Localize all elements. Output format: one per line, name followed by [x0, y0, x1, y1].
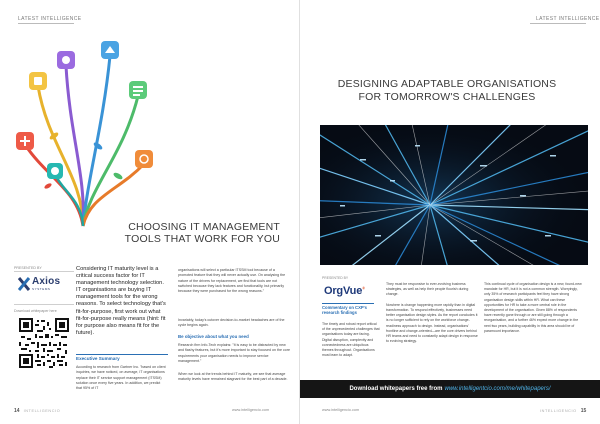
right-footer — [540, 408, 586, 414]
right-col2-body: They must be responsive to ever-evolving business strategies, as well as help their people flourish during change. Nowhere is change happening more rapidly than in digital transformation. To respond effectively, businesses need better organisation design styles. As the report concludes it is no longer sufficient to rely on the workforce change-readiness approach to design. Instead, organisations' frontline and change-oriented—are the core drivers behind HR teams and need to constantly adapt design in response to evolving strategy. — [386, 282, 478, 344]
qr-code-icon[interactable] — [19, 318, 69, 368]
right-footer-brand: INTELLIGENCIO — [540, 409, 577, 413]
left-col2-para4: When we look at the trends behind IT maturity, we see that average maturity levels have remained stagnant for the best part of a decade. — [178, 372, 288, 382]
banner-lead-text: Download whitepapers free from — [349, 386, 443, 392]
axios-name: Axios — [32, 276, 61, 287]
orgvue-registered-mark: ® — [362, 285, 365, 291]
download-whitepaper-note[interactable]: Download whitepaper here — [14, 309, 57, 313]
left-page-title — [70, 221, 280, 245]
download-rule — [14, 304, 74, 305]
exec-summary-heading: Executive Summary — [76, 356, 120, 361]
axios-mark-icon — [18, 277, 30, 291]
left-footer-brand: INTELLIGENCIO — [23, 409, 61, 413]
commentary-rule — [322, 303, 374, 304]
banner-url-link[interactable]: www.intelligentcio.com/me/whitepapers/ — [444, 386, 551, 392]
orgvue-name: OrgVue — [324, 285, 363, 297]
exec-summary-body: According to research from Gartner Inc. "based on client inquiries, we have noticed, on average, IT organisations replace their IT service support management (ITSSM) solution once every five years. In addition, we predict that 95% of IT — [76, 365, 166, 391]
download-banner[interactable] — [300, 380, 600, 398]
right-kicker-rule — [530, 23, 586, 24]
axios-logo-icon — [18, 276, 70, 292]
axios-tagline: SYSTEMS — [32, 287, 51, 291]
presented-rule — [14, 271, 74, 272]
app-illustration-icon — [8, 26, 158, 231]
left-title-line2: TOOLS THAT WORK FOR YOU — [124, 233, 280, 245]
left-footer-url[interactable]: www.intelligencio.com — [232, 408, 270, 412]
left-col2-para3: Research firm Info-Tech explains: "It is easy to be distracted by new and flashy features, but it's more important to stay focused on the core requirements your organisation needs to improve service management." — [178, 343, 290, 363]
right-title-line1: DESIGNING ADAPTABLE ORGANISATIONS — [337, 78, 557, 90]
right-kicker: LATEST INTELLIGENCE — [536, 16, 600, 22]
exec-summary-rule — [76, 354, 168, 355]
orgvue-logo-icon — [324, 285, 365, 297]
hero-image — [320, 125, 588, 265]
right-page-title — [316, 78, 578, 103]
commentary-heading: Commentary on CXP's research findings — [322, 305, 367, 315]
left-title-line1: CHOOSING IT MANAGEMENT — [128, 221, 280, 233]
left-kicker-rule — [18, 23, 74, 24]
left-col2-para2: Invariably, today's cutover decision-to-market headaches are of the cycle begins again. — [178, 318, 285, 328]
left-kicker: LATEST INTELLIGENCE — [18, 16, 82, 22]
left-page-number: 14 — [14, 408, 20, 414]
right-footer-url[interactable]: www.intelligencio.com — [322, 408, 360, 412]
left-col2-para1: organisations will select a particular ITSSM tool because of a promoted feature that they will never actually use. On analysing the nature of the drivers for replacement, we find that tools are not switched because they lack features and functionality, but primarily because they were purchased for the wrong reasons." — [178, 268, 286, 294]
right-col1-body: The timely and robust report critical of the unprecedented challenges that organisations today are facing. Digital disruption, complexity and connectedness are ubiquitous themes throughout. Organisations must learn to adapt. — [322, 322, 380, 358]
left-presented-by: PRESENTED BY — [14, 266, 42, 270]
right-col3-body: This continual cycle of organisation design is a new, found-new mandate for HR, but it is not a common strength. Worryingly, only 35% of research participants feel they have strong organisation design skills within HR. What can these opportunities for HR to take a more central role in the development of the organisation. Given 88% of respondents have recently gone through or are still going through a reorganisation, and a further 46% expect more change in the next two years, building capability in this area should be of paramount importance. — [484, 282, 582, 333]
left-lede: Considering IT maturity level is a critical success factor for IT management technology selection. IT organisations are buying IT management tools for the wrong reasons. To select technology that's fit-for-purpose, first work out what fit-for-purpose really means (hint: fit for purpose also means fit for the future). — [76, 266, 166, 336]
right-title-line2: FOR TOMORROW'S CHALLENGES — [358, 90, 536, 103]
left-col2-subheading: Be objective about what you need — [178, 334, 249, 339]
left-footer — [14, 408, 60, 414]
right-presented-by: PRESENTED BY — [322, 276, 349, 280]
right-page-number: 15 — [580, 408, 587, 414]
